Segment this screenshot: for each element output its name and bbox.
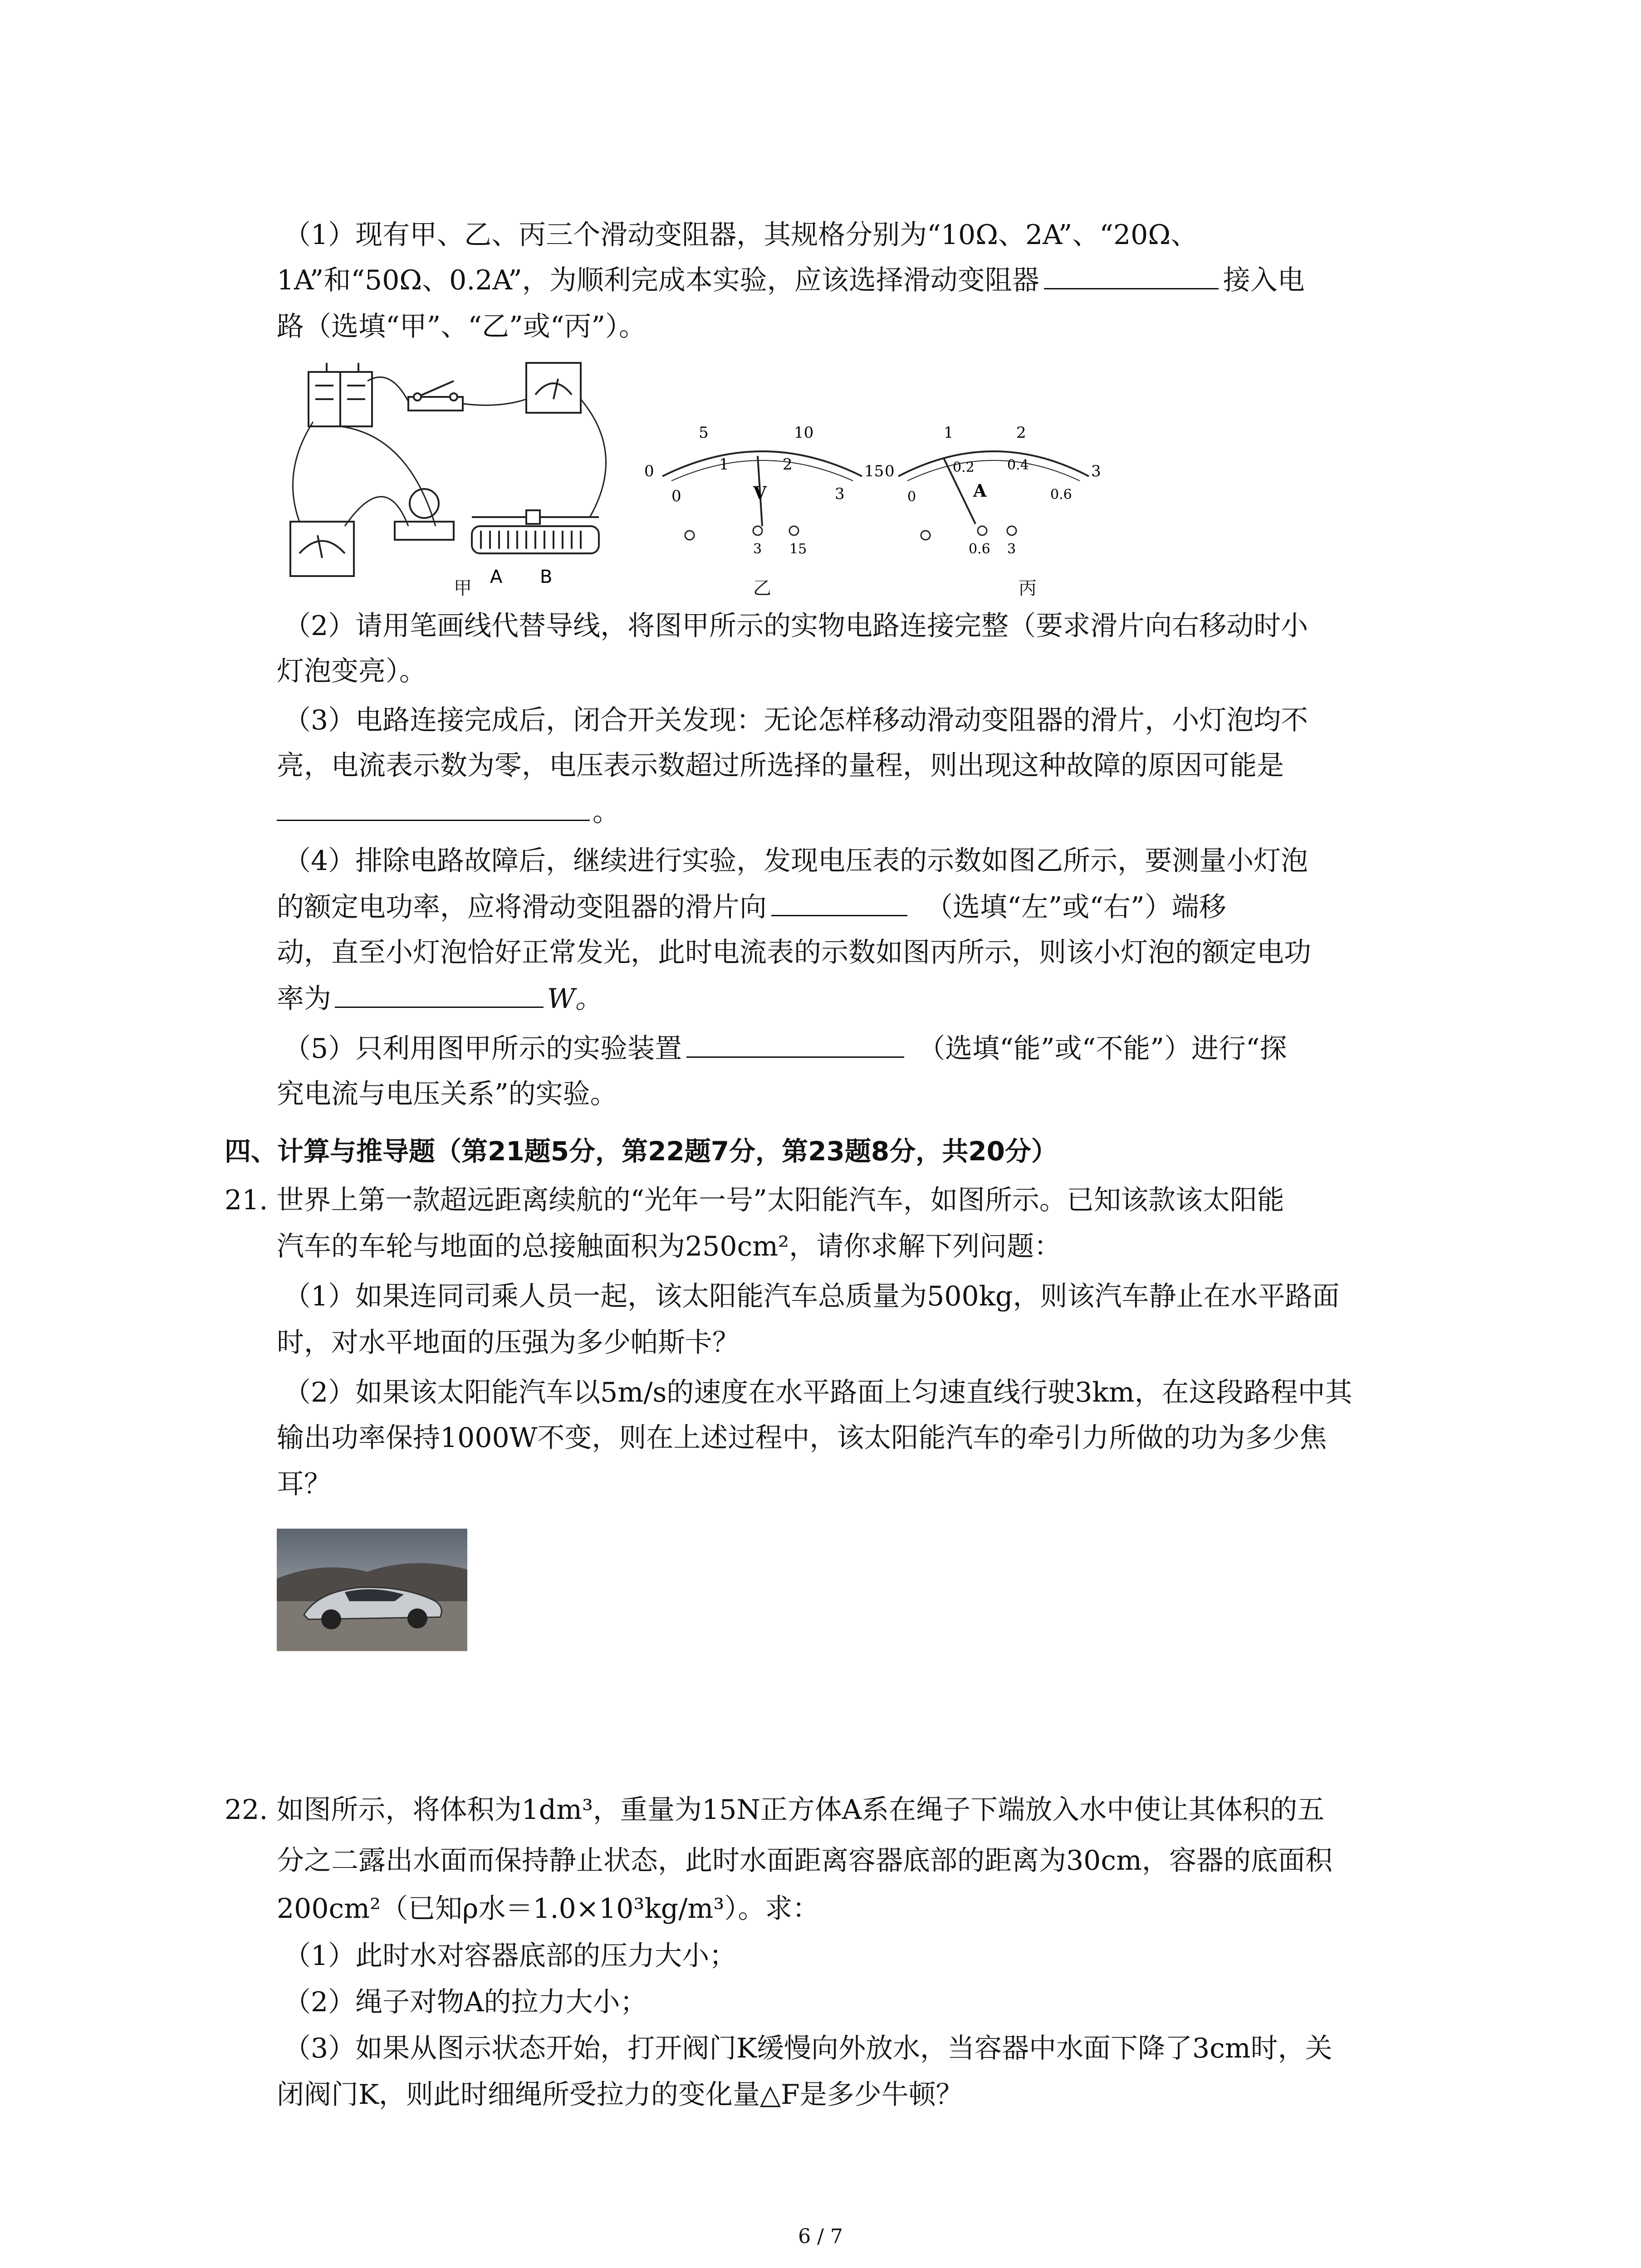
answer-blank-5[interactable]: [686, 1031, 904, 1058]
q21-line3: （1）如果连同司乘人员一起，该太阳能汽车总质量为500kg，则该汽车静止在水平路面: [284, 1281, 1340, 1312]
battery-pack-icon: [309, 363, 372, 426]
circuit-figure-jia: [272, 354, 671, 599]
ammeter-dial-figure-bing: [885, 408, 1102, 562]
q20-part2-line1: （2）请用笔画线代替导线，将图甲所示的实物电路连接完整（要求滑片向右移动时小: [284, 610, 1308, 642]
voltmeter-outer-tick: 15: [864, 462, 884, 480]
voltmeter-outer-tick: 0: [644, 462, 654, 480]
solar-car-photo: [277, 1529, 467, 1651]
q20-part3-line3-tail: 。: [593, 796, 620, 828]
switch-icon: [408, 381, 463, 411]
q20-part1-line3: 路（选填“甲”、“乙”或“丙”）。: [277, 311, 647, 342]
voltmeter-dial-figure-yi: [644, 408, 884, 562]
q20-part5-line1: [284, 1031, 1287, 1067]
q22-line1: 22. 如图所示，将体积为1dm³，重量为15N正方体A系在绳子下端放入水中使让其体积的五: [225, 1794, 1325, 1826]
q21-line6: 输出功率保持1000W不变，则在上述过程中，该太阳能汽车的牵引力所做的功为多少焦: [277, 1422, 1327, 1454]
q20-part5-line1-text: （5）只利用图甲所示的实验装置: [284, 1033, 682, 1065]
q20-part1-line1: （1）现有甲、乙、丙三个滑动变阻器，其规格分别为“10Ω、2A”、“20Ω、: [284, 219, 1198, 251]
ammeter-top-tick: 1: [944, 424, 954, 442]
figure-caption-jia: 甲: [454, 578, 472, 599]
q20-part3-line3: [277, 794, 620, 830]
answer-blank-1[interactable]: [1044, 263, 1219, 289]
q20-part4-line3: 动，直至小灯泡恰好正常发光，此时电流表的示数如图丙所示，则该小灯泡的额定电功: [277, 937, 1311, 968]
q20-part4-line2-tail: （选填“左”或“右”）端移: [926, 891, 1226, 923]
ammeter-device-icon: [526, 363, 581, 413]
q20-part5-line1-tail: （选填“能”或“不能”）进行“探: [918, 1033, 1287, 1065]
voltmeter-inner-tick: 0: [671, 487, 681, 505]
figure-caption-yi: 乙: [753, 578, 771, 599]
q20-part3-line1: （3）电路连接完成后，闭合开关发现：无论怎样移动滑动变阻器的滑片，小灯泡均不: [284, 704, 1308, 736]
page-number: 6 / 7: [798, 2225, 843, 2248]
q21-line4: 时，对水平地面的压强为多少帕斯卡？: [277, 1327, 740, 1359]
q20-part4-line1: （4）排除电路故障后，继续进行实验，发现电压表的示数如图乙所示，要测量小灯泡: [284, 845, 1308, 877]
voltmeter-symbol: V: [753, 483, 767, 503]
q22-line4: （1）此时水对容器底部的压力大小；: [284, 1940, 737, 1972]
ammeter-inner-tick: 0.2: [953, 459, 975, 475]
rheostat-label-a: A: [490, 567, 503, 587]
voltmeter-top-tick: 5: [699, 424, 709, 442]
q22-line5: （2）绳子对物A的拉力大小；: [284, 1986, 647, 2018]
q20-part5-line2: 究电流与电压关系”的实验。: [277, 1078, 617, 1110]
ammeter-top-tick: 2: [1016, 424, 1026, 442]
section-4-heading: 四、计算与推导题（第21题5分，第22题7分，第23题8分，共20分）: [225, 1136, 1058, 1167]
voltmeter-inner-tick: 3: [835, 485, 845, 503]
rheostat-icon: [472, 510, 599, 553]
ammeter-inner-tick: 0.4: [1007, 457, 1029, 473]
q20-part4-line4-text: 率为: [277, 983, 331, 1015]
q20-part4-line4: [277, 981, 603, 1017]
ammeter-symbol: A: [973, 480, 987, 501]
figure-caption-bing: 丙: [1019, 578, 1037, 599]
voltmeter-inner-tick: 2: [783, 455, 793, 474]
q20-part3-line2: 亮，电流表示数为零，电压表示数超过所选择的量程，则出现这种故障的原因可能是: [277, 750, 1284, 782]
q20-part4-line2-text: 的额定电功率，应将滑动变阻器的滑片向: [277, 891, 767, 923]
q21-line7: 耳？: [277, 1468, 331, 1500]
q21-line1: 21. 世界上第一款超远距离续航的“光年一号”太阳能汽车，如图所示。已知该款该太阳能: [225, 1184, 1284, 1216]
voltmeter-terminal: 3: [753, 541, 762, 557]
q20-part4-line2: [277, 889, 1226, 925]
ammeter-terminal: 0.6: [969, 541, 990, 557]
ammeter-outer-tick: 0: [885, 462, 895, 480]
ammeter-inner-tick: 0.6: [1050, 487, 1072, 503]
q21-line2: 汽车的车轮与地面的总接触面积为250cm²，请你求解下列问题：: [277, 1231, 1062, 1262]
ammeter-outer-tick: 3: [1091, 462, 1101, 480]
q21-line5: （2）如果该太阳能汽车以5m/s的速度在水平路面上匀速直线行驶3km，在这段路程中其: [284, 1377, 1352, 1408]
q20-part1-line2: [277, 262, 1305, 298]
q20-part4-line4-unit: W。: [547, 983, 603, 1015]
ammeter-terminal: 3: [1007, 541, 1016, 557]
q20-part1-line2-text: 1A”和“50Ω、0.2A”，为顺利完成本实验，应该选择滑动变阻器: [277, 264, 1039, 296]
voltmeter-top-tick: 10: [794, 424, 814, 442]
q22-line6: （3）如果从图示状态开始，打开阀门K缓慢向外放水，当容器中水面下降了3cm时，关: [284, 2033, 1332, 2064]
answer-blank-4[interactable]: [335, 981, 544, 1008]
voltmeter-inner-tick: 1: [719, 455, 729, 474]
q22-line2: 分之二露出水面而保持静止状态，此时水面距离容器底部的距离为30cm，容器的底面积: [277, 1845, 1332, 1877]
ammeter-inner-tick: 0: [907, 489, 916, 505]
answer-blank-3[interactable]: [771, 890, 907, 916]
answer-blank-2[interactable]: [277, 794, 590, 821]
rheostat-label-b: B: [540, 567, 553, 587]
q20-part1-line2-tail: 接入电: [1223, 264, 1305, 296]
q22-line7: 闭阀门K，则此时细绳所受拉力的变化量△F是多少牛顿？: [277, 2079, 963, 2111]
q20-part2-line2: 灯泡变亮）。: [277, 655, 426, 687]
voltmeter-terminal: 15: [789, 541, 807, 557]
q22-line3: 200cm²（已知ρ水＝1.0×10³kg/m³）。求：: [277, 1893, 820, 1925]
voltmeter-device-icon: [290, 522, 354, 576]
